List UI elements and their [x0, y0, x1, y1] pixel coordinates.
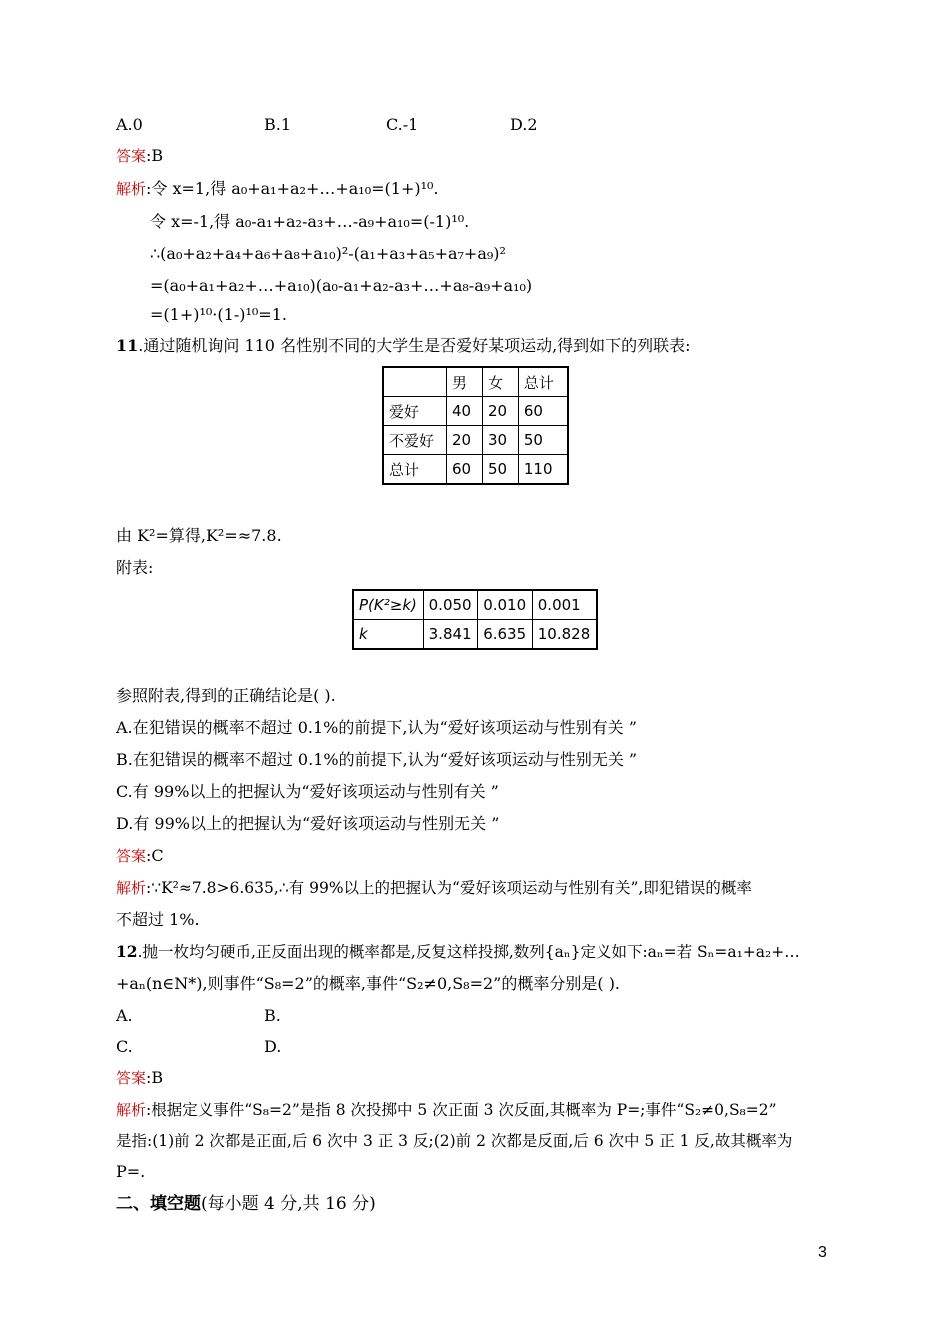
table-cell: 6.635	[478, 620, 533, 650]
table-cell: 3.841	[423, 620, 478, 650]
q11-stem	[116, 336, 691, 356]
q12-option-a: A.	[116, 1006, 133, 1025]
q10-analysis-line-4: =(a₀+a₁+a₂+…+a₁₀)(a₀-a₁+a₂-a₃+…+a₈-a₉+a₁₀)	[150, 276, 533, 295]
q12-stem-line-1	[116, 942, 800, 962]
q12-analysis-line-3: P=.	[116, 1162, 146, 1181]
q11-option-c: C.有 99%以上的把握认为“爱好该项运动与性别有关 ”	[116, 782, 499, 801]
question-text: .通过随机询问 110 名性别不同的大学生是否爱好某项运动,得到如下的列联表:	[138, 336, 691, 355]
table-cell: 20	[482, 397, 518, 426]
table-row	[353, 590, 597, 620]
table-row	[383, 397, 568, 426]
table-cell: 不爱好	[383, 426, 447, 455]
table-row	[353, 620, 597, 650]
table-cell: k	[353, 620, 423, 650]
table-cell: 女	[482, 367, 518, 397]
table-cell: 0.010	[478, 590, 533, 620]
table-cell: P(K²≥k)	[353, 590, 423, 620]
q11-option-a: A.在犯错误的概率不超过 0.1%的前提下,认为“爱好该项运动与性别有关 ”	[116, 718, 637, 737]
q11-formula: 由 K²=算得,K²=≈7.8.	[116, 526, 282, 545]
table-cell: 40	[447, 397, 483, 426]
analysis-label: 解析	[116, 180, 147, 198]
table-cell: 110	[518, 455, 568, 485]
answer-label: 答案	[116, 847, 147, 865]
answer-value: :B	[146, 1068, 164, 1087]
q12-option-c: C.	[116, 1037, 133, 1056]
table-cell: 总计	[383, 455, 447, 485]
table-cell: 50	[482, 455, 518, 485]
question-number: 11	[116, 336, 139, 355]
analysis-label: 解析	[116, 1101, 147, 1119]
section-note: (每小题 4 分,共 16 分)	[201, 1194, 376, 1214]
q10-analysis-line-3: ∴(a₀+a₂+a₄+a₆+a₈+a₁₀)²-(a₁+a₃+a₅+a₇+a₉)²	[150, 244, 506, 263]
q12-stem-line-2: +aₙ(n∈N*),则事件“S₈=2”的概率,事件“S₂≠0,S₈=2”的概率分别是( ).	[116, 974, 621, 993]
table-cell: 10.828	[532, 620, 597, 650]
q12-option-d: D.	[264, 1037, 282, 1056]
section-title: 二、填空题	[116, 1194, 201, 1214]
q10-answer	[116, 146, 163, 166]
analysis-text: :∵K²≈7.8>6.635,∴有 99%以上的把握认为“爱好该项运动与性别有关”,即犯错误的概率	[146, 879, 752, 897]
q12-analysis-line-2: 是指:(1)前 2 次都是正面,后 6 次中 3 正 3 反;(2)前 2 次都是反面,后 6 次中 5 正 1 反,故其概率为	[116, 1132, 793, 1150]
analysis-text: :根据定义事件“S₈=2”是指 8 次投掷中 5 次正面 3 次反面,其概率为 P=;事件“S₂≠0,S₈=2”	[146, 1101, 777, 1119]
page-number: 3	[818, 1244, 827, 1261]
analysis-label: 解析	[116, 879, 147, 897]
table-cell: 30	[482, 426, 518, 455]
q11-option-d: D.有 99%以上的把握认为“爱好该项运动与性别无关 ”	[116, 814, 500, 833]
q11-question: 参照附表,得到的正确结论是( ).	[116, 686, 336, 705]
q10-option-d: D.2	[510, 115, 538, 134]
analysis-text: :令 x=1,得 a₀+a₁+a₂+…+a₁₀=(1+)¹⁰.	[146, 179, 439, 198]
q11-appendix-label: 附表:	[116, 558, 154, 577]
contingency-table	[382, 366, 569, 485]
answer-label: 答案	[116, 147, 147, 165]
table-row	[383, 426, 568, 455]
q11-option-b: B.在犯错误的概率不超过 0.1%的前提下,认为“爱好该项运动与性别无关 ”	[116, 750, 638, 769]
table-cell: 总计	[518, 367, 568, 397]
q10-option-c: C.-1	[386, 115, 419, 134]
q11-analysis-line-1	[116, 878, 752, 898]
table-cell: 爱好	[383, 397, 447, 426]
q11-analysis-line-2: 不超过 1%.	[116, 910, 200, 929]
answer-value: :C	[146, 846, 164, 865]
q10-option-a: A.0	[116, 115, 143, 134]
section-heading	[116, 1194, 376, 1214]
q10-analysis-line-2: 令 x=-1,得 a₀-a₁+a₂-a₃+…-a₉+a₁₀=(-1)¹⁰.	[150, 212, 470, 231]
appendix-table	[352, 589, 598, 650]
question-number: 12	[116, 942, 138, 961]
answer-label: 答案	[116, 1069, 147, 1087]
q10-analysis-line-5: =(1+)¹⁰·(1-)¹⁰=1.	[150, 305, 287, 324]
table-row	[383, 367, 568, 397]
table-cell: 50	[518, 426, 568, 455]
table-cell: 20	[447, 426, 483, 455]
q12-answer	[116, 1068, 163, 1088]
table-cell: 60	[518, 397, 568, 426]
q10-option-b: B.1	[264, 115, 292, 134]
table-cell	[383, 367, 447, 397]
answer-value: :B	[146, 146, 164, 165]
table-cell: 60	[447, 455, 483, 485]
q12-option-b: B.	[264, 1006, 281, 1025]
question-text: .抛一枚均匀硬币,正反面出现的概率都是,反复这样投掷,数列{aₙ}定义如下:aₙ=若 Sₙ=a₁+a₂+…	[137, 943, 800, 961]
table-cell: 男	[447, 367, 483, 397]
q11-answer	[116, 846, 164, 866]
table-cell: 0.001	[532, 590, 597, 620]
table-row	[383, 455, 568, 485]
q10-analysis-line-1	[116, 179, 439, 199]
q12-analysis-line-1	[116, 1100, 777, 1120]
table-cell: 0.050	[423, 590, 478, 620]
